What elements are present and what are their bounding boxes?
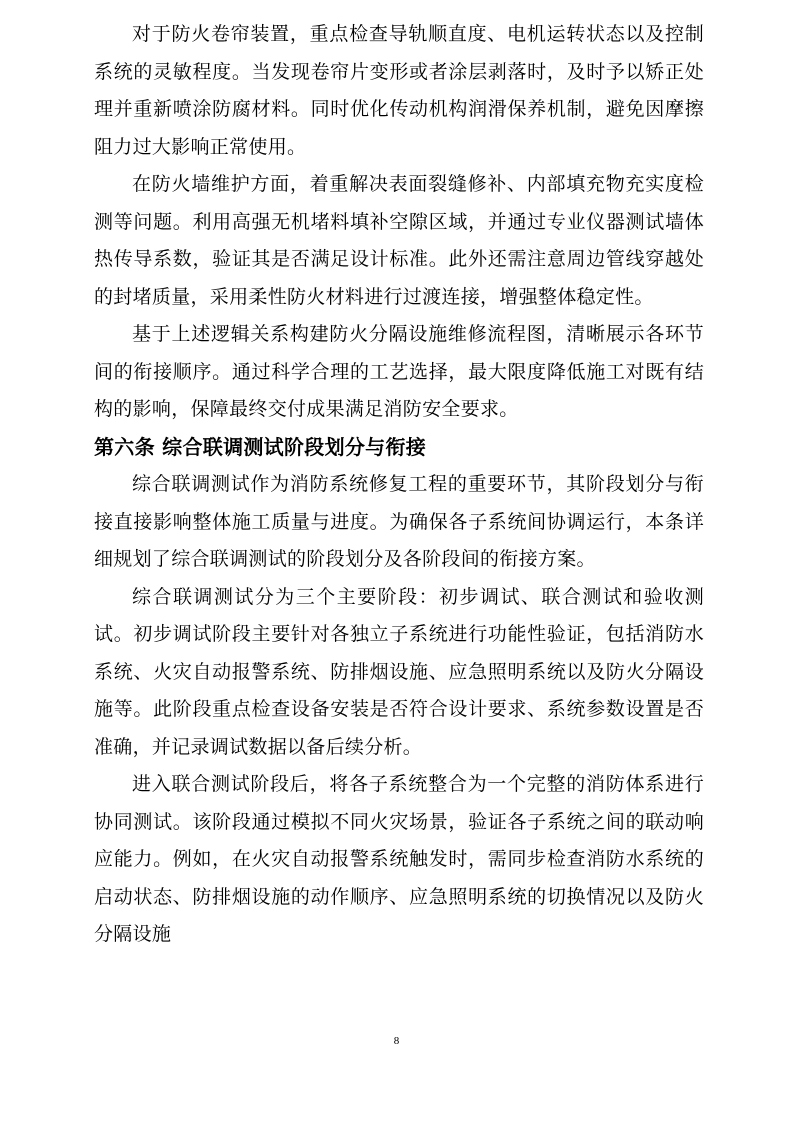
paragraph-three-stages: 综合联调测试分为三个主要阶段：初步调试、联合测试和验收测试。初步调试阶段主要针对各独立子系统进行功能性验证，包括消防水系统、火灾自动报警系统、防排烟设施、应急照明系统以及防火分隔设施等。此阶段重点检查设备安装是否符合设计要求、系统参数设置是否准确，并记录调试数据以备后续分析。 <box>94 585 704 758</box>
paragraph-fire-wall: 在防火墙维护方面，着重解决表面裂缝修补、内部填充物充实度检测等问题。利用高强无机堵料填补空隙区域，并通过专业仪器测试墙体热传导系数，验证其是否满足设计标准。此外还需注意周边管线穿越处的封堵质量，采用柔性防火材料进行过渡连接，增强整体稳定性。 <box>94 173 704 308</box>
section-heading: 第六条 综合联调测试阶段划分与衔接 <box>94 434 427 459</box>
document-body <box>94 16 704 954</box>
page-number: 8 <box>393 1035 400 1047</box>
paragraph-joint-testing-stage: 进入联合测试阶段后，将各子系统整合为一个完整的消防体系进行协同测试。该阶段通过模拟不同火灾场景，验证各子系统之间的联动响应能力。例如，在火灾自动报警系统触发时，需同步检查消防水系统的启动状态、防排烟设施的动作顺序、应急照明系统的切换情况以及防火分隔设施 <box>94 773 704 945</box>
paragraph-flowchart: 基于上述逻辑关系构建防火分隔设施维修流程图，清晰展示各环节间的衔接顺序。通过科学合理的工艺选择，最大限度降低施工对既有结构的影响，保障最终交付成果满足消防安全要求。 <box>94 323 704 420</box>
paragraph-fire-shutter: 对于防火卷帘装置，重点检查导轨顺直度、电机运转状态以及控制系统的灵敏程度。当发现卷帘片变形或者涂层剥落时，及时予以矫正处理并重新喷涂防腐材料。同时优化传动机构润滑保养机制，避免因摩擦阻力过大影响正常使用。 <box>94 23 704 158</box>
paragraph-joint-testing-intro: 综合联调测试作为消防系统修复工程的重要环节，其阶段划分与衔接直接影响整体施工质量与进度。为确保各子系统间协调运行，本条详细规划了综合联调测试的阶段划分及各阶段间的衔接方案。 <box>94 473 704 570</box>
